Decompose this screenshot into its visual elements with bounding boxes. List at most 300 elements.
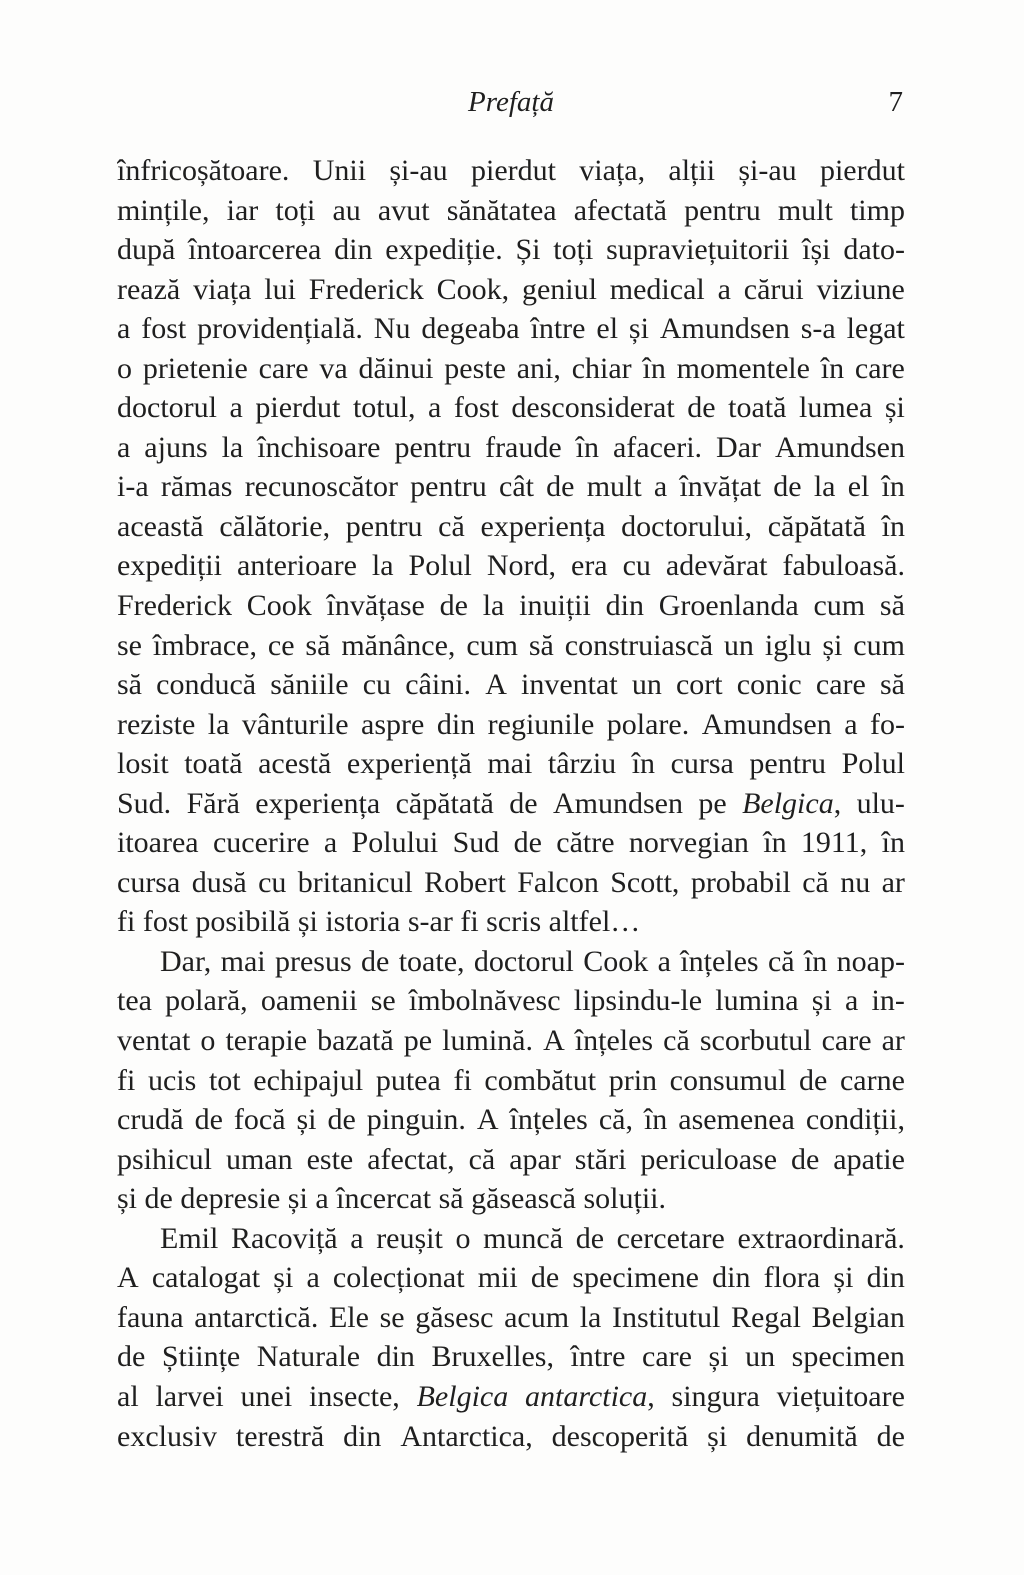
word: Cook [246, 589, 312, 623]
word: care [854, 351, 905, 385]
word: nu [840, 865, 871, 899]
word: Dar, [160, 944, 212, 978]
word: degeaba [421, 312, 520, 346]
word: înțeles [509, 1103, 588, 1137]
word: totul, [352, 391, 416, 425]
word: mult [777, 193, 833, 227]
word: posibilă [195, 905, 291, 939]
word: A [476, 1103, 499, 1137]
word: să [305, 628, 331, 662]
word: de [144, 1182, 173, 1216]
word: întoarcerea [188, 233, 322, 267]
word: își [802, 233, 831, 267]
word: cum [853, 628, 905, 662]
word: lumina [715, 984, 799, 1018]
word: psihicul [117, 1142, 212, 1176]
text-line [117, 191, 905, 231]
word: timp [849, 193, 905, 227]
text-line [117, 823, 905, 863]
text-line [117, 349, 905, 389]
text-line [117, 428, 905, 468]
word: Polului [351, 826, 439, 860]
word: istoria [325, 905, 401, 939]
word: la [221, 430, 244, 464]
word: prietenie [142, 351, 248, 385]
word: oamenii [260, 984, 358, 1018]
word: se [379, 1300, 405, 1334]
word: pentru [749, 747, 827, 781]
word: închisoare [257, 430, 381, 464]
word: conic [736, 668, 802, 702]
word: toată [728, 391, 787, 425]
word: in- [871, 984, 905, 1018]
word: de [546, 470, 575, 504]
word: lipsindu-le [573, 984, 703, 1018]
word: a [350, 1221, 364, 1255]
word: și [708, 1340, 729, 1374]
word: exclusiv [117, 1419, 217, 1453]
word: de [798, 1063, 828, 1097]
word: găsească [471, 1182, 576, 1216]
word: din [605, 589, 644, 623]
word: și [707, 1419, 728, 1453]
word: rează [117, 272, 181, 306]
word: de [439, 589, 468, 623]
text-line [117, 1377, 905, 1417]
text-line [117, 665, 905, 705]
text-line [117, 1179, 905, 1219]
word: la [207, 707, 230, 741]
word: pentru [394, 430, 472, 464]
word: Frederick [308, 272, 424, 306]
word: conducă [156, 668, 257, 702]
word: fi [117, 1063, 136, 1097]
word: ar [881, 1024, 905, 1058]
word: itoarea [117, 826, 199, 860]
word: Belgica [416, 1379, 509, 1413]
word: dusă [191, 865, 247, 899]
word: a [117, 312, 131, 346]
word: care [258, 351, 309, 385]
word: care [821, 1024, 872, 1058]
text-line [117, 902, 905, 942]
word: că [438, 509, 465, 543]
word: înțeles [680, 944, 759, 978]
word: de [194, 1103, 223, 1137]
word: târziu [547, 747, 617, 781]
word: apar [509, 1142, 561, 1176]
word: pe [698, 786, 727, 820]
text-line [117, 705, 905, 745]
word: specimene [572, 1261, 699, 1295]
word: cercetare [616, 1221, 725, 1255]
word: care [642, 1340, 692, 1374]
word: îmbolnăvesc [408, 984, 561, 1018]
word: fi [453, 1063, 472, 1097]
word: afectată [573, 193, 667, 227]
word: Belgian [811, 1300, 905, 1334]
word: a [315, 1182, 329, 1216]
word: fost [142, 905, 188, 939]
word: expediție. [385, 233, 503, 267]
word: a [229, 391, 243, 425]
word: de [876, 1419, 905, 1453]
text-line [117, 388, 905, 428]
word: de [687, 391, 716, 425]
word: descoperită [551, 1419, 689, 1453]
word: Frederick [117, 589, 232, 623]
word: pe [403, 1024, 433, 1058]
word: cu [362, 668, 392, 702]
word: ar [881, 865, 905, 899]
word: bazată [317, 1024, 394, 1058]
word: Falcon [517, 865, 599, 899]
word: extraordinară. [737, 1221, 905, 1255]
word: îmbrace, [152, 628, 257, 662]
word: ulu- [856, 786, 905, 820]
word: unei [240, 1379, 293, 1413]
word: expediții [117, 549, 222, 583]
word: înfricoșătoare. [117, 154, 290, 187]
text-line [117, 586, 905, 626]
word: de [509, 786, 538, 820]
word: legat [846, 312, 905, 346]
word: pentru [345, 509, 423, 543]
word: mințile, [117, 193, 210, 227]
word: carne [839, 1063, 905, 1097]
word: pentru [410, 470, 487, 504]
word: Amundsen [774, 430, 905, 464]
word: doctorului, [621, 509, 752, 543]
word: între [570, 1340, 626, 1374]
text-line [117, 626, 905, 666]
word: câini. [405, 668, 472, 702]
word: săniile [270, 668, 349, 702]
word: consumul [669, 1063, 787, 1097]
word: să [117, 668, 142, 702]
word: în [820, 351, 845, 385]
word: Nord, [486, 549, 557, 583]
word: o [455, 1221, 471, 1255]
word: a [653, 470, 668, 504]
word: a [306, 1261, 320, 1295]
word: altfel… [548, 905, 641, 939]
text-line [117, 1219, 905, 1259]
word: a [117, 430, 131, 464]
word: pinguin. [366, 1103, 466, 1137]
word: din [436, 707, 476, 741]
word: un [745, 1340, 776, 1374]
word: și [628, 312, 649, 346]
word: A [117, 1261, 139, 1295]
word: Naturale [256, 1340, 361, 1374]
word: între [530, 312, 586, 346]
word: afectat, [367, 1142, 455, 1176]
word: Scott, [610, 865, 680, 899]
word: călătorie, [219, 509, 331, 543]
text-line [117, 270, 905, 310]
word: iglu [764, 628, 812, 662]
word: probabil [690, 865, 791, 899]
word: Amundsen [701, 707, 832, 741]
word: toți [275, 193, 316, 227]
word: Robert [424, 865, 506, 899]
word: el [847, 470, 870, 504]
word: Racoviță [230, 1221, 338, 1255]
text-line [117, 230, 905, 270]
word: Sud. [117, 786, 172, 820]
word: către [556, 826, 615, 860]
word: mănânce, [341, 628, 456, 662]
word: căpătată [395, 786, 494, 820]
word: Și [515, 233, 541, 267]
word: lumină. [442, 1024, 533, 1058]
word: în [575, 430, 600, 464]
word: cât [499, 470, 534, 504]
text-line [117, 1417, 905, 1457]
word: stări [574, 1142, 627, 1176]
word: cucerire [212, 826, 310, 860]
word: tea [117, 984, 152, 1018]
word: și [822, 628, 843, 662]
word: chiar [571, 351, 632, 385]
word: s-ar [407, 905, 453, 939]
word: să [528, 628, 554, 662]
text-line [117, 1258, 905, 1298]
text-line [117, 1100, 905, 1140]
word: din [376, 1340, 415, 1374]
word: sănătatea [446, 193, 557, 227]
word: la [371, 549, 394, 583]
word: din [866, 1261, 905, 1295]
word: regiunile [487, 707, 595, 741]
word: cursa [117, 865, 181, 899]
word: cursa [670, 747, 734, 781]
text-line [117, 863, 905, 903]
word: reziste [117, 707, 196, 741]
word: că [802, 865, 829, 899]
word: în [881, 470, 905, 504]
word: i-a [117, 470, 149, 504]
word: combătut [484, 1063, 597, 1097]
word: lui [264, 272, 296, 306]
word: toate, [398, 944, 465, 978]
word: din [712, 1261, 751, 1295]
word: și [296, 1103, 317, 1137]
text-line [117, 546, 905, 586]
word: aspre [361, 707, 425, 741]
text-line [117, 784, 905, 824]
word: experiența [480, 509, 606, 543]
word: lumea [798, 391, 873, 425]
text-line [117, 309, 905, 349]
word: și-au [738, 154, 797, 187]
word: crudă [117, 1103, 184, 1137]
word: ucis [147, 1063, 197, 1097]
word: în [642, 351, 666, 385]
word: au [332, 193, 361, 227]
word: mai [220, 944, 266, 978]
word: focă [233, 1103, 286, 1137]
word: acestă [258, 747, 332, 781]
word: recunoscător [244, 470, 398, 504]
word: dato- [843, 233, 905, 267]
word: cum [466, 628, 518, 662]
word: Cook, [436, 272, 510, 306]
word: fi [117, 905, 136, 939]
word: desconsiderat [511, 391, 675, 425]
word: că [767, 944, 795, 978]
word: un [723, 628, 754, 662]
word: s-a [800, 312, 836, 346]
chapter-title: Prefață [468, 86, 554, 118]
word: să [879, 589, 905, 623]
word: singura [671, 1379, 760, 1413]
word: din [334, 233, 373, 267]
word: geniul [521, 272, 597, 306]
word: 1911, [800, 826, 868, 860]
word: ventat [117, 1024, 191, 1058]
word: insecte, [309, 1379, 400, 1413]
word: Amundsen [659, 312, 790, 346]
word: doctorul [473, 944, 574, 978]
word: terestră [235, 1419, 325, 1453]
word: prin [608, 1063, 658, 1097]
word: Institutul [611, 1300, 721, 1334]
word: și [833, 1261, 854, 1295]
word: inuiții [519, 589, 591, 623]
word: doctorul [117, 391, 217, 425]
word: experiență [346, 747, 472, 781]
word: și [811, 984, 832, 1018]
word: pentru [684, 193, 761, 227]
word: noap- [836, 944, 905, 978]
word: toți [553, 233, 594, 267]
word: peste [444, 351, 506, 385]
word: soluții. [583, 1182, 667, 1216]
text-line [117, 744, 905, 784]
word: putea [375, 1063, 441, 1097]
word: ajuns [144, 430, 208, 464]
word: Sud [452, 826, 500, 860]
word: ani, [516, 351, 561, 385]
word: depresie [180, 1182, 281, 1216]
word: tot [208, 1063, 241, 1097]
word: și [884, 391, 905, 425]
word: scris [486, 905, 542, 939]
word: Amundsen [552, 786, 683, 820]
word: cărui [743, 272, 804, 306]
word: denumită [746, 1419, 858, 1453]
word: uman [225, 1142, 293, 1176]
word: Fără [186, 786, 240, 820]
word: încercat [336, 1182, 432, 1216]
word: și [117, 1182, 138, 1216]
text-line [117, 467, 905, 507]
word: A [485, 668, 507, 702]
word: fost [141, 312, 187, 346]
word: specimen [791, 1340, 905, 1374]
word: Groenlanda [658, 589, 799, 623]
word: momentele [676, 351, 810, 385]
word: de [327, 1103, 356, 1137]
word: Științe [161, 1340, 241, 1374]
word: învățase [326, 589, 425, 623]
word: ce [267, 628, 295, 662]
word: Nu [373, 312, 411, 346]
word: polare. [606, 707, 690, 741]
word: vânturile [241, 707, 349, 741]
word: providențială. [197, 312, 363, 346]
word: găsesc [415, 1300, 494, 1334]
word: viețuitoare [776, 1379, 905, 1413]
word: în [631, 747, 656, 781]
word: din [343, 1419, 382, 1453]
word: Cook [583, 944, 649, 978]
word: Regal [730, 1300, 801, 1334]
word: viziune [816, 272, 905, 306]
word: iar [226, 193, 259, 227]
word: pierdut [255, 391, 341, 425]
word: o [200, 1024, 216, 1058]
word: o [117, 351, 132, 385]
text-line [117, 507, 905, 547]
word: căpătată [767, 509, 866, 543]
word: antarctica, [525, 1379, 655, 1413]
word: flora [763, 1261, 821, 1295]
word: fabuloasă. [782, 549, 905, 583]
word: mult [586, 470, 642, 504]
word: antarctică. [194, 1300, 319, 1334]
word: în [643, 1103, 668, 1137]
text-line [117, 942, 905, 982]
word: colecționat [332, 1261, 465, 1295]
word: Dar [716, 430, 762, 464]
word: mii [477, 1261, 518, 1295]
word: cu [622, 549, 651, 583]
word: viața, [579, 154, 646, 187]
word: rămas [160, 470, 233, 504]
word: la [482, 589, 505, 623]
word: acum [504, 1300, 570, 1334]
word: să [438, 1182, 464, 1216]
word: larvei [155, 1379, 224, 1413]
word: a [657, 944, 671, 978]
word: fost [453, 391, 499, 425]
word: cum [813, 589, 866, 623]
word: avut [377, 193, 430, 227]
word: inventat [521, 668, 618, 702]
word: alții [668, 154, 716, 187]
word: a [323, 826, 338, 860]
text-line [117, 1337, 905, 1377]
word: că [663, 1024, 690, 1058]
word: afaceri. [612, 430, 703, 464]
word: fauna [117, 1300, 184, 1334]
word: și [273, 1261, 294, 1295]
word: a [844, 707, 858, 741]
running-header [117, 82, 905, 122]
word: asemenea [678, 1103, 795, 1137]
word: pierdut [470, 154, 556, 187]
word: cu [258, 865, 287, 899]
word: Unii [312, 154, 367, 187]
word: să [879, 668, 905, 702]
word: losit [117, 747, 169, 781]
word: adevărat [665, 549, 768, 583]
word: reușit [376, 1221, 443, 1255]
word: și [297, 905, 318, 939]
